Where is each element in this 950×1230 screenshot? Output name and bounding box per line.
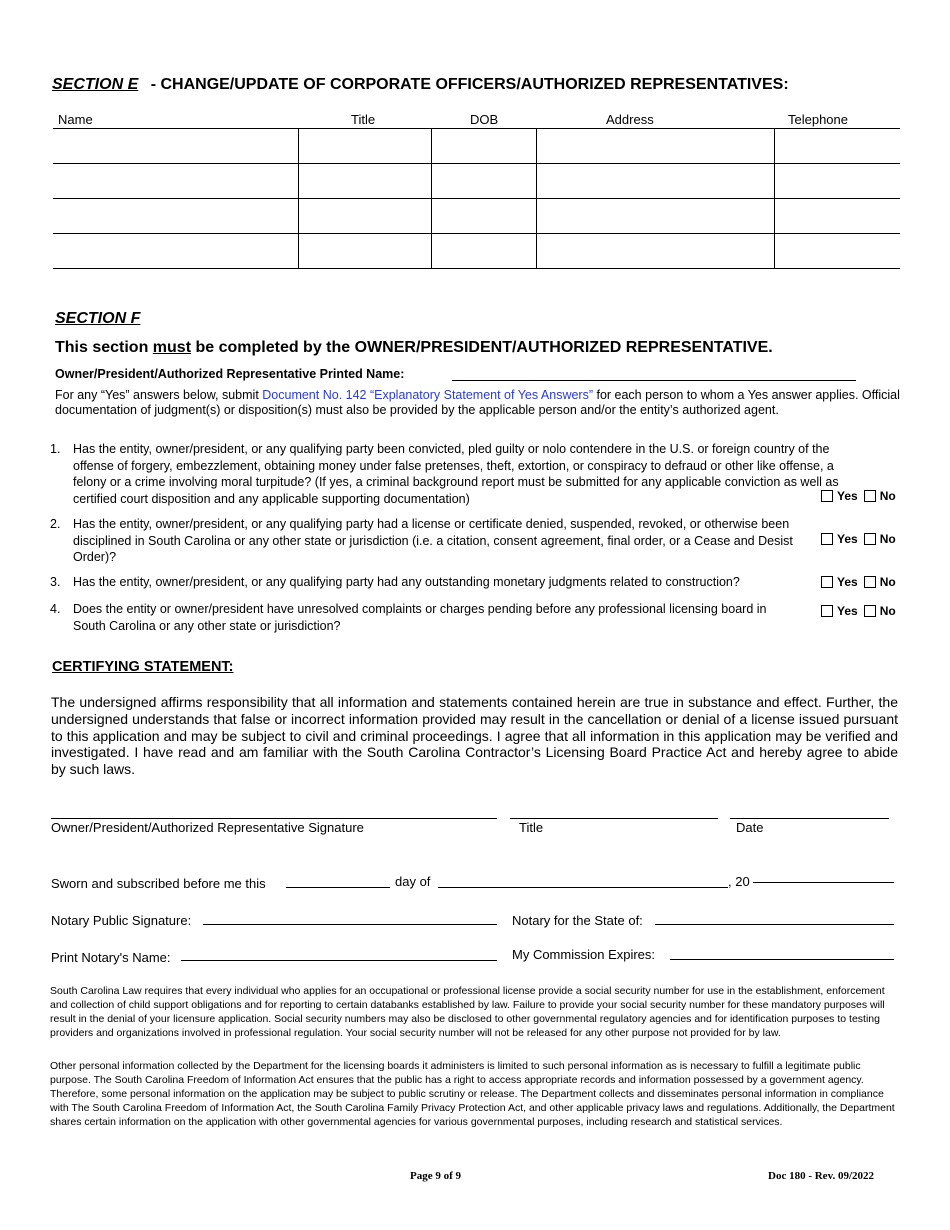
officers-table — [53, 128, 900, 269]
no-label: No — [879, 489, 896, 503]
title-cell[interactable] — [298, 234, 431, 269]
name-cell[interactable] — [53, 234, 298, 269]
table-row — [53, 129, 900, 164]
question-2-answer — [821, 532, 896, 546]
no-checkbox[interactable] — [864, 533, 876, 545]
address-cell[interactable] — [536, 129, 774, 164]
section-f-label: SECTION F — [55, 310, 141, 327]
notary-state-label: Notary for the State of: — [512, 913, 643, 928]
yes-checkbox[interactable] — [821, 576, 833, 588]
section-e-label: SECTION E — [52, 76, 139, 93]
question-1 — [50, 441, 862, 507]
no-label: No — [879, 575, 896, 589]
dob-cell[interactable] — [431, 199, 536, 234]
printed-name-label: Owner/President/Authorized Representative Printed Name: — [55, 367, 405, 381]
question-number: 3. — [50, 575, 61, 589]
title-field[interactable] — [510, 818, 718, 819]
column-header-title: Title — [351, 112, 376, 127]
question-3-answer — [821, 575, 896, 589]
name-cell[interactable] — [53, 164, 298, 199]
section-e-dash: - — [150, 76, 157, 93]
must-post: be completed by the OWNER/PRESIDENT/AUTHORIZED REPRESENTATIVE. — [191, 339, 773, 356]
question-text: Does the entity or owner/president have unresolved complaints or charges pending before any professional licensing board in South Carolina or any other state or jurisdiction? — [73, 602, 767, 633]
certifying-text: The undersigned affirms responsibility that all information and statements contained herein are true in substance and effect. Further, the undersigned understands that false or incorrect information provided may result in the cancellation or denial of a license issued pursuant to this application and may be subject to civil and criminal proceedings. I agree that all information in this application may be verified and investigated. I have read and am familiar with the South Carolina Contractor’s Licensing Board Practice Act and hereby agree to abide by such laws. — [51, 694, 898, 778]
table-row — [53, 234, 900, 269]
no-checkbox[interactable] — [864, 490, 876, 502]
notary-name-field[interactable] — [181, 960, 497, 961]
signature-label: Owner/President/Authorized Representative Signature — [51, 820, 364, 835]
column-header-telephone: Telephone — [788, 112, 848, 127]
no-checkbox[interactable] — [864, 605, 876, 617]
telephone-cell[interactable] — [774, 164, 900, 199]
must-pre: This section — [55, 339, 153, 356]
table-row — [53, 164, 900, 199]
document-142-link[interactable]: Document No. 142 “Explanatory Statement of Yes Answers” — [262, 388, 593, 402]
question-number: 2. — [50, 517, 61, 531]
yes-answers-instruction — [55, 388, 925, 418]
title-cell[interactable] — [298, 164, 431, 199]
address-cell[interactable] — [536, 199, 774, 234]
sworn-month-field[interactable] — [438, 887, 728, 888]
telephone-cell[interactable] — [774, 129, 900, 164]
section-e-title: CHANGE/UPDATE OF CORPORATE OFFICERS/AUTHORIZED REPRESENTATIVES: — [160, 76, 789, 93]
yes-label: Yes — [837, 489, 858, 503]
section-e-heading — [52, 76, 789, 94]
title-cell[interactable] — [298, 199, 431, 234]
commission-expires-field[interactable] — [670, 959, 894, 960]
notary-state-field[interactable] — [655, 924, 894, 925]
notary-signature-label: Notary Public Signature: — [51, 913, 192, 928]
for-yes-pre: For any “Yes” answers below, submit — [55, 388, 263, 402]
date-field[interactable] — [730, 818, 889, 819]
column-header-address: Address — [606, 112, 654, 127]
sworn-label: Sworn and subscribed before me this — [51, 876, 266, 891]
dob-cell[interactable] — [431, 129, 536, 164]
sworn-year-field[interactable] — [753, 882, 894, 883]
column-header-name: Name — [58, 112, 93, 127]
question-4 — [50, 601, 795, 634]
notary-name-label: Print Notary's Name: — [51, 950, 171, 965]
question-text: Has the entity, owner/president, or any qualifying party had a license or certificate denied, suspended, revoked, or otherwise been disciplined in South Carolina or any other state or jurisdiction (i.e. a citation, consent agreement, final order, or a Cease and Desist Order)? — [73, 517, 793, 564]
question-number: 1. — [50, 442, 61, 456]
yes-label: Yes — [837, 604, 858, 618]
yes-label: Yes — [837, 575, 858, 589]
for-yes-post: for each person to whom a Yes answer applies. Official documentation of judgment(s) or disposition(s) must also be provided by the applicable person and/or the entity’s authorized agent. — [55, 388, 900, 417]
column-header-dob: DOB — [470, 112, 499, 127]
page-number: Page 9 of 9 — [410, 1170, 462, 1182]
no-label: No — [879, 604, 896, 618]
yes-checkbox[interactable] — [821, 490, 833, 502]
yes-checkbox[interactable] — [821, 605, 833, 617]
question-text: Has the entity, owner/president, or any qualifying party been convicted, pled guilty or nolo contendere in the U.S. or foreign country of the offense of forgery, embezzlement, obtaining money under false pretenses, theft, extortion, or conspiracy to defraud or other like offense, a felony or a crime involving moral turpitude? (If yes, a criminal background report must be submitted for any applicable conviction as well as certified court disposition and any applicable supporting documentation) — [73, 442, 839, 506]
telephone-cell[interactable] — [774, 199, 900, 234]
table-row — [53, 199, 900, 234]
date-label: Date — [736, 820, 764, 835]
commission-expires-label: My Commission Expires: — [512, 947, 656, 962]
question-2 — [50, 516, 824, 566]
day-of-label: day of — [395, 874, 431, 889]
printed-name-field[interactable] — [452, 380, 856, 381]
no-label: No — [879, 532, 896, 546]
address-cell[interactable] — [536, 234, 774, 269]
section-f-instruction — [55, 339, 773, 357]
must-word: must — [152, 339, 192, 356]
year-label: , 20 — [728, 874, 750, 889]
ssn-disclosure: South Carolina Law requires that every individual who applies for an occupational or professional license provide a social security number for use in the establishment, enforcement and collection of child support obligations and for reporting to certain databanks established by law. Failure to provide your social security number for these mandatory purposes will result in the denial of your licensure application. Social security numbers may also be disclosed to other governmental regulatory agencies and for identification purposes to testing providers and organizations involved in professional regulation. Your social security number will not be released for any other purpose not provided for by law. — [50, 985, 885, 1039]
name-cell[interactable] — [53, 129, 298, 164]
address-cell[interactable] — [536, 164, 774, 199]
question-1-answer — [821, 489, 896, 503]
question-4-answer — [821, 604, 896, 618]
dob-cell[interactable] — [431, 234, 536, 269]
sworn-day-field[interactable] — [286, 887, 390, 888]
privacy-disclosure: Other personal information collected by the Department for the licensing boards it administers is limited to such personal information as is necessary to fulfill a legitimate public purpose. The South Carolina Freedom of Information Act ensures that the public has a right to access appropriate records and information possessed by a government agency. Therefore, some personal information on the application may be subject to public scrutiny or release. The Department collects and disseminates personal information in compliance with The South Carolina Freedom of Information Act, the South Carolina Family Privacy Protection Act, and other applicable privacy laws and regulations. Additionally, the Department shares certain information on the application with other governmental agencies for various governmental purposes, including research and statistical services. — [50, 1060, 895, 1128]
question-number: 4. — [50, 602, 61, 616]
yes-label: Yes — [837, 532, 858, 546]
title-cell[interactable] — [298, 129, 431, 164]
notary-signature-field[interactable] — [203, 924, 497, 925]
telephone-cell[interactable] — [774, 234, 900, 269]
no-checkbox[interactable] — [864, 576, 876, 588]
signature-field[interactable] — [51, 818, 497, 819]
dob-cell[interactable] — [431, 164, 536, 199]
certifying-heading: CERTIFYING STATEMENT: — [52, 659, 234, 675]
title-label: Title — [519, 820, 544, 835]
document-revision: Doc 180 - Rev. 09/2022 — [768, 1170, 875, 1182]
question-3 — [50, 574, 820, 591]
question-text: Has the entity, owner/president, or any qualifying party had any outstanding monetary judgments related to construction? — [73, 575, 740, 589]
yes-checkbox[interactable] — [821, 533, 833, 545]
name-cell[interactable] — [53, 199, 298, 234]
